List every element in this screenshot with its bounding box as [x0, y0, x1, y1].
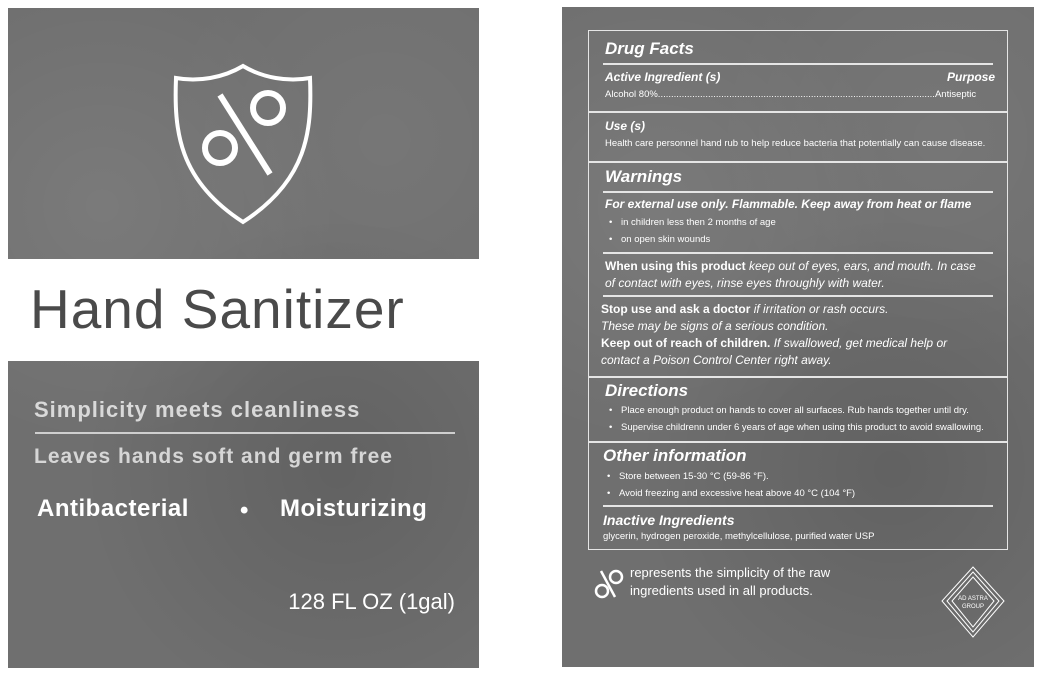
divider: [589, 111, 1007, 113]
divider: [589, 441, 1007, 443]
footer-line2: ingredients used in all products.: [630, 583, 813, 598]
shield-percent-icon: [168, 60, 318, 230]
product-title: Hand Sanitizer: [30, 278, 405, 340]
percent-icon: [593, 567, 625, 601]
ad-astra-logo: [940, 565, 1006, 641]
purpose-heading: Purpose: [946, 70, 995, 84]
feature-moisturizing: Moisturizing: [280, 495, 428, 522]
warnings-bullet: • on open skin wounds: [621, 234, 710, 245]
title-band: [8, 259, 479, 361]
other-info-bullet: • Store between 15-30 °C (59-86 °F).: [619, 471, 769, 482]
brand-line1: AD ASTRA: [958, 596, 988, 602]
divider: [603, 191, 993, 193]
brand-line2: GROUP: [961, 604, 985, 610]
other-info-title: Other information: [603, 446, 747, 465]
use-text: Health care personnel hand rub to help reduce bacteria that potentially can cause disease.: [605, 138, 986, 149]
stop-use-line2: These may be signs of a serious condition.: [601, 319, 829, 333]
divider: [603, 252, 993, 254]
drug-facts-box: [588, 30, 1008, 550]
directions-bullet: • Place enough product on hands to cover all surfaces. Rub hands together until dry.: [621, 405, 969, 416]
drug-facts-title: Drug Facts: [605, 39, 694, 58]
feature-separator: •: [240, 497, 249, 524]
divider: [35, 432, 455, 434]
warnings-title: Warnings: [605, 167, 683, 186]
when-using-line1: When using this product keep out of eyes, ears, and mouth. In case: [605, 259, 976, 273]
keep-out-line1: Keep out of reach of children. If swallowed, get medical help or: [601, 336, 948, 350]
keep-out-line2: contact a Poison Control Center right away.: [601, 353, 832, 367]
active-ingredient-heading: Active Ingredient (s): [605, 70, 721, 84]
volume-text: 128 FL OZ (1gal): [288, 589, 455, 614]
stop-use-line1: Stop use and ask a doctor if irritation or rash occurs.: [601, 302, 889, 316]
when-using-line2: of contact with eyes, rinse eyes throughly with water.: [605, 276, 885, 290]
inactive-title: Inactive Ingredients: [603, 512, 735, 528]
warnings-bullet: • in children less then 2 months of age: [621, 217, 776, 228]
directions-bullet: • Supervise childrenn under 6 years of age when using this product to avoid swallowing.: [621, 422, 984, 433]
active-ingredient-line: Alcohol 80%.........................................................................................................Antiseptic: [605, 89, 977, 100]
divider: [589, 376, 1007, 378]
front-label-panel: [8, 8, 479, 668]
footer-text: [630, 564, 830, 600]
divider: [603, 63, 993, 65]
use-heading: Use (s): [605, 119, 646, 133]
tagline-secondary: Leaves hands soft and germ free: [34, 445, 393, 468]
inactive-text: glycerin, hydrogen peroxide, methylcellulose, purified water USP: [603, 531, 875, 542]
other-info-bullet: • Avoid freezing and excessive heat above 40 °C (104 °F): [619, 488, 855, 499]
directions-title: Directions: [605, 381, 689, 400]
divider: [603, 295, 993, 297]
warnings-external: For external use only. Flammable. Keep away from heat or flame: [605, 197, 972, 211]
divider: [589, 161, 1007, 163]
footer-line1: represents the simplicity of the raw: [630, 565, 831, 580]
feature-antibacterial: Antibacterial: [37, 495, 189, 522]
back-label-panel: [562, 7, 1034, 667]
divider: [603, 505, 993, 507]
tagline-primary: Simplicity meets cleanliness: [34, 397, 361, 422]
